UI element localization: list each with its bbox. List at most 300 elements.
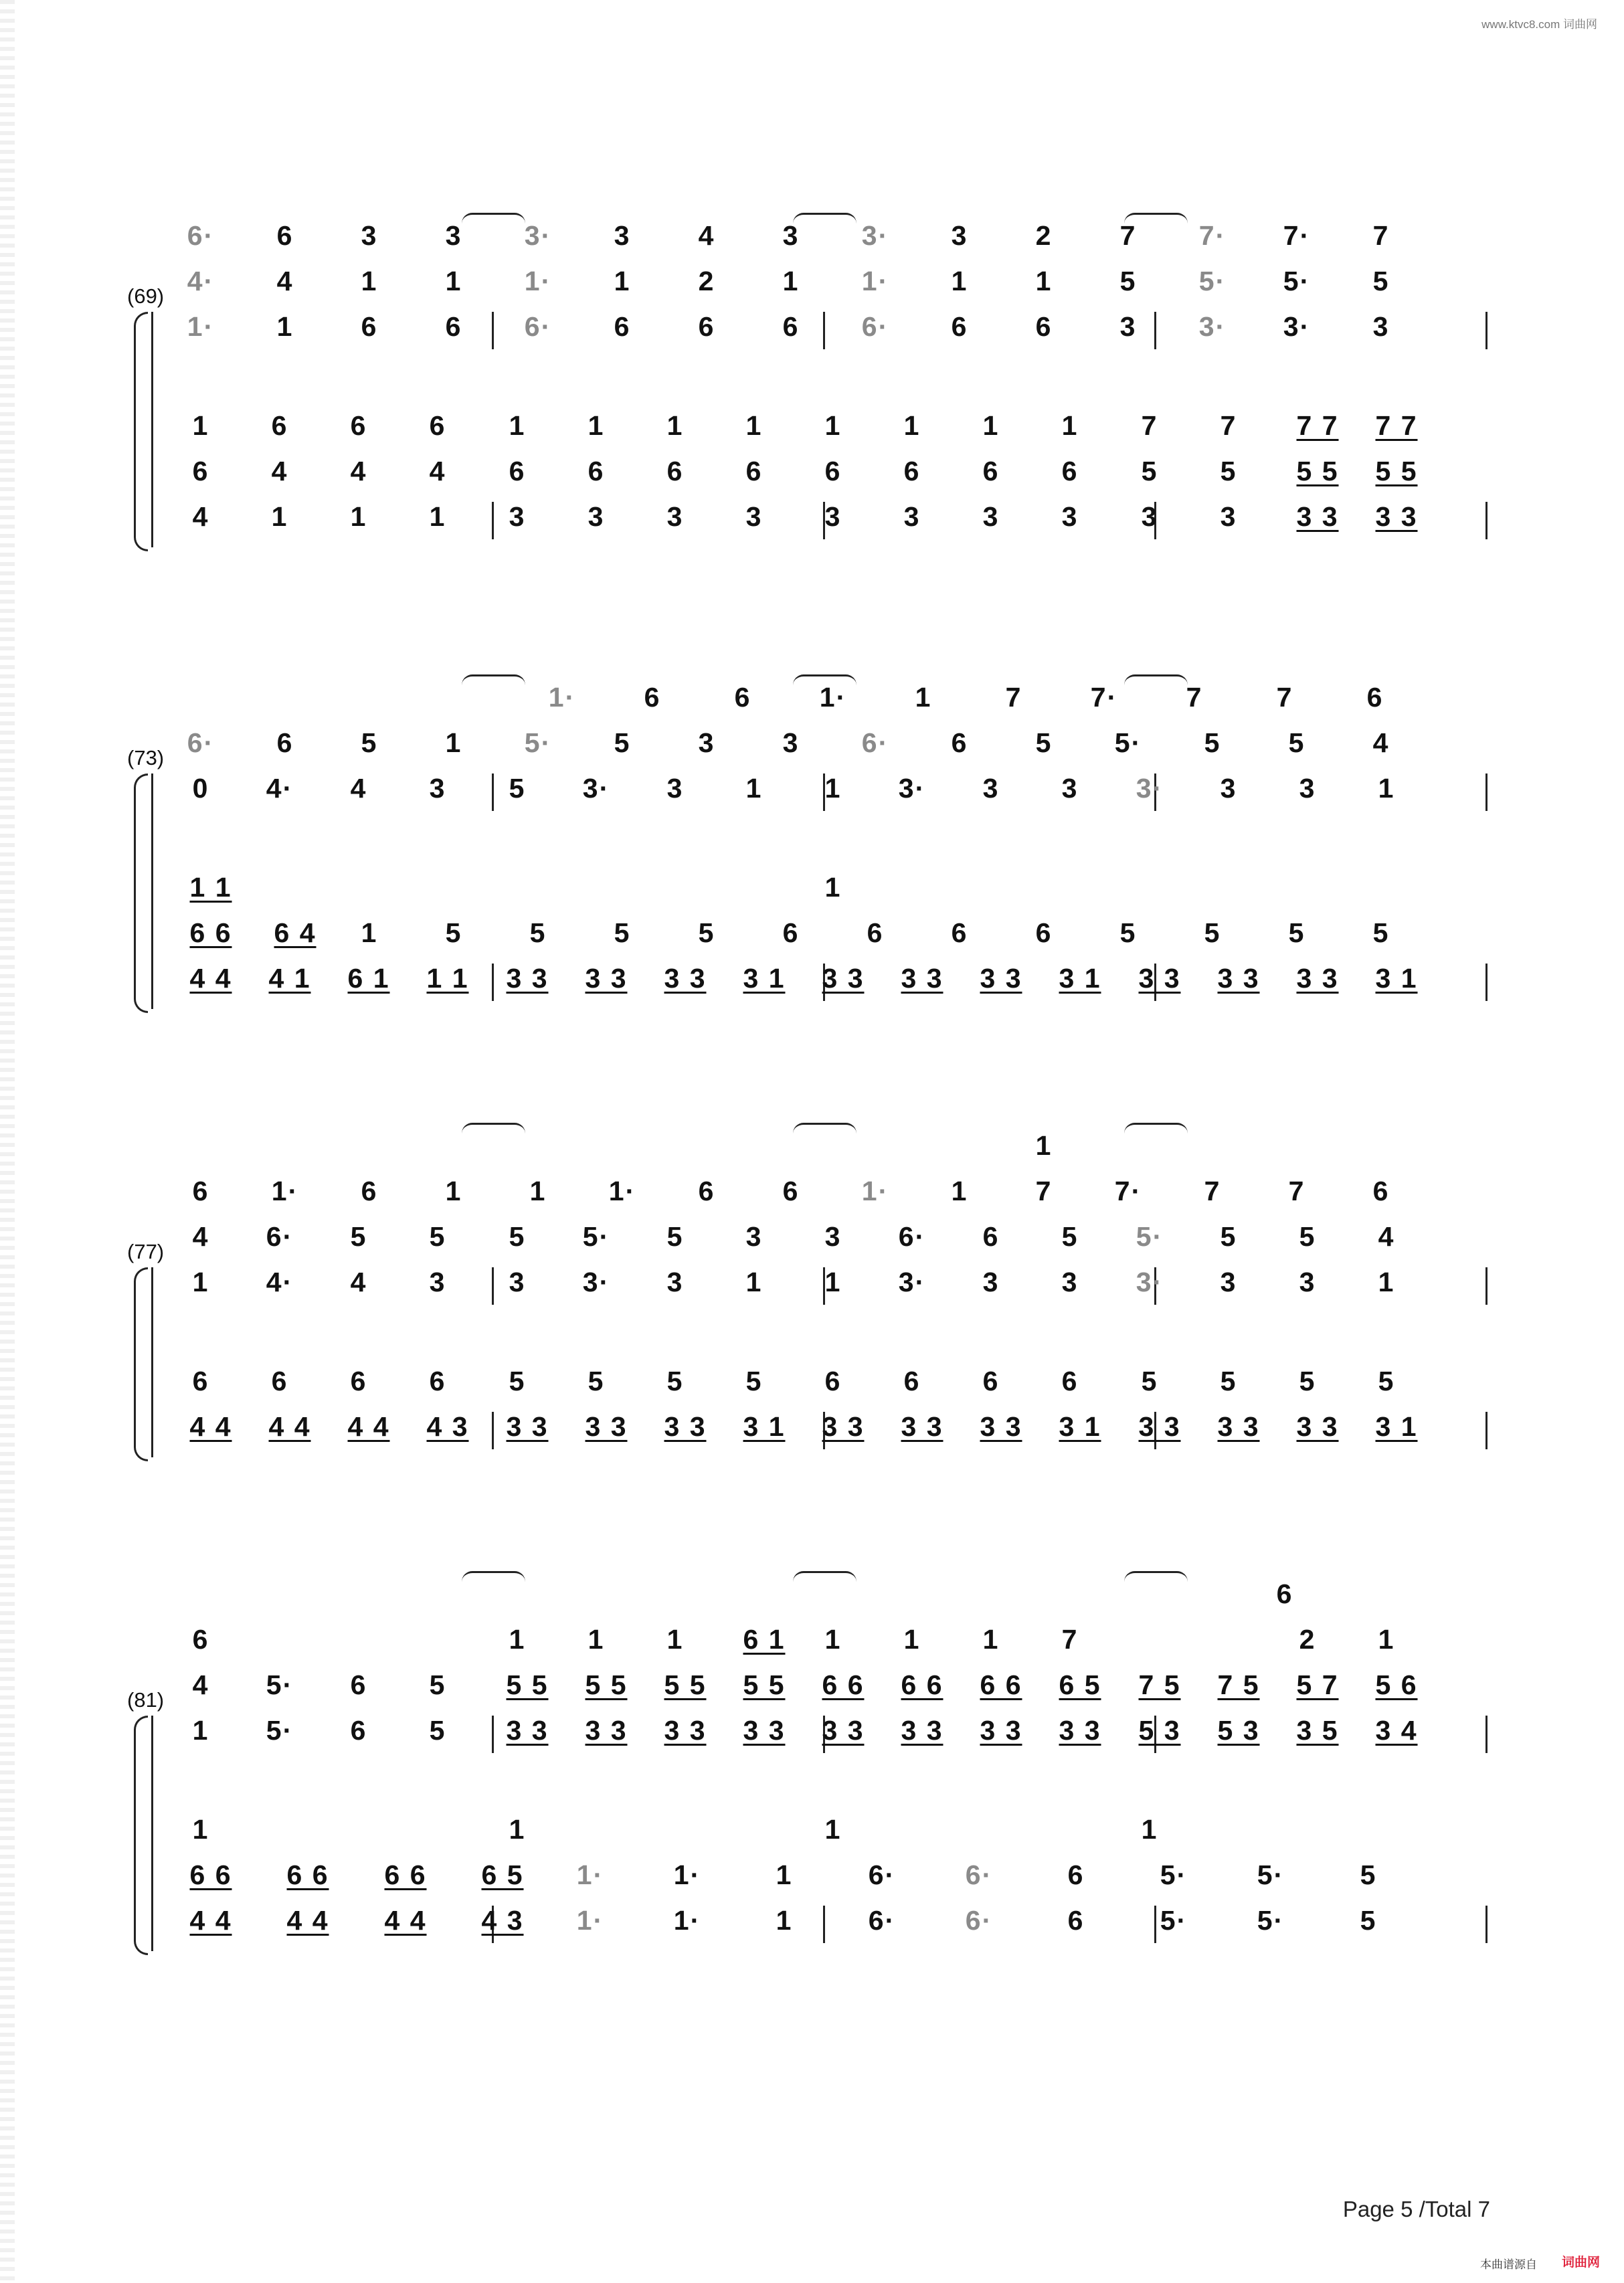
note: 1 xyxy=(588,1624,605,1655)
note: 7 xyxy=(1005,682,1022,713)
note: 1 xyxy=(192,1814,209,1845)
note: 3 1 xyxy=(1059,963,1101,994)
note: 1 xyxy=(614,266,631,296)
note: 7 xyxy=(1061,1624,1079,1655)
note: 2 xyxy=(1299,1624,1316,1655)
note: 1 xyxy=(982,410,1000,441)
note: 5· xyxy=(1160,1859,1188,1890)
note: 3 xyxy=(745,501,763,532)
note: 3· xyxy=(582,773,610,804)
note: 6 xyxy=(588,456,605,486)
note: 1 xyxy=(509,1624,526,1655)
note: 3 xyxy=(1141,501,1158,532)
note: 1· xyxy=(271,1176,299,1206)
note: 3 xyxy=(1061,501,1079,532)
note: 4 3 xyxy=(481,1905,524,1936)
note: 5 xyxy=(614,917,631,948)
note: 6 xyxy=(192,1176,209,1206)
note: 6· xyxy=(898,1221,926,1252)
note: 1 xyxy=(776,1859,793,1890)
note: 5 xyxy=(1035,727,1053,758)
note: 1 xyxy=(824,1814,842,1845)
measure-number: (73) xyxy=(127,746,165,770)
note: 1 xyxy=(361,917,378,948)
note: 1 xyxy=(350,501,367,532)
note: 7 xyxy=(1186,682,1203,713)
note: 1 1 xyxy=(189,872,232,903)
note: 6 xyxy=(782,311,800,342)
note: 6 xyxy=(734,682,751,713)
note: 3 3 xyxy=(822,963,865,994)
note: 4 1 xyxy=(268,963,311,994)
note: 3 xyxy=(509,501,526,532)
note: 6 xyxy=(1366,682,1384,713)
measure-number: (69) xyxy=(127,284,165,308)
note: 6· xyxy=(965,1905,993,1936)
note: 5 5 xyxy=(1296,456,1339,486)
note: 1 xyxy=(666,410,684,441)
note: 6· xyxy=(965,1859,993,1890)
upper-row xyxy=(0,1670,1624,1700)
note: 7· xyxy=(1198,220,1227,251)
note: 6 xyxy=(903,456,921,486)
note: 1 xyxy=(903,1624,921,1655)
note: 1 xyxy=(824,773,842,804)
note: 3 3 xyxy=(822,1411,865,1442)
site-url: www.ktvc8.com 词曲网 xyxy=(1481,18,1597,31)
upper-row xyxy=(0,1131,1624,1160)
note: 6 xyxy=(1061,1366,1079,1396)
note: 6· xyxy=(868,1905,896,1936)
note: 6 xyxy=(745,456,763,486)
note: 4 xyxy=(350,1267,367,1297)
note: 6· xyxy=(187,220,215,251)
note: 5· xyxy=(1114,727,1142,758)
note: 5 xyxy=(666,1366,684,1396)
note: 5 xyxy=(1119,266,1137,296)
note: 3 xyxy=(666,501,684,532)
note: 5 5 xyxy=(585,1669,628,1700)
note: 1 xyxy=(982,1624,1000,1655)
note: 6· xyxy=(266,1221,294,1252)
source-note: 本曲谱源自 xyxy=(1480,2258,1537,2271)
note: 4 4 xyxy=(268,1411,311,1442)
note: 5 3 xyxy=(1138,1715,1181,1746)
note: 6 xyxy=(951,727,968,758)
site-logo: 词曲网 xyxy=(1561,2256,1600,2270)
note: 5 xyxy=(1220,1221,1237,1252)
note: 6 xyxy=(509,456,526,486)
note: 5· xyxy=(582,1221,610,1252)
note: 5 xyxy=(614,727,631,758)
note: 5· xyxy=(1257,1859,1285,1890)
note: 6· xyxy=(524,311,552,342)
note: 4 xyxy=(1378,1221,1395,1252)
note: 3 xyxy=(824,1221,842,1252)
note: 3 xyxy=(745,1221,763,1252)
note: 6 xyxy=(666,456,684,486)
note: 4 4 xyxy=(286,1905,329,1936)
note: 5 xyxy=(1220,456,1237,486)
note: 5 xyxy=(666,1221,684,1252)
note: 1 xyxy=(745,1267,763,1297)
note: 3 3 xyxy=(506,1715,549,1746)
note: 3· xyxy=(1198,311,1227,342)
note: 5 xyxy=(1141,456,1158,486)
note: 5 xyxy=(745,1366,763,1396)
note: 0 xyxy=(192,773,209,804)
lower-row xyxy=(0,1366,1624,1396)
note: 2 xyxy=(1035,220,1053,251)
note: 5 xyxy=(698,917,715,948)
note: 3 3 xyxy=(901,1715,943,1746)
measure-number: (77) xyxy=(127,1240,165,1264)
note: 5 xyxy=(1204,727,1221,758)
note: 6 4 xyxy=(274,917,317,948)
note: 6 6 xyxy=(384,1859,427,1890)
note: 3 xyxy=(1220,1267,1237,1297)
note: 1 xyxy=(1141,1814,1158,1845)
note: 7 xyxy=(1220,410,1237,441)
note: 4 xyxy=(350,773,367,804)
note: 6 xyxy=(951,917,968,948)
note: 1 xyxy=(666,1624,684,1655)
note: 7 xyxy=(1204,1176,1221,1206)
note: 3 xyxy=(698,727,715,758)
note: 3 3 xyxy=(585,963,628,994)
note: 5· xyxy=(266,1715,294,1746)
note: 4 xyxy=(1372,727,1390,758)
note: 4 xyxy=(271,456,288,486)
note: 3 3 xyxy=(980,1411,1022,1442)
note: 6 6 xyxy=(980,1669,1022,1700)
note: 4 3 xyxy=(426,1411,469,1442)
note: 5 xyxy=(1288,727,1305,758)
note: 1 xyxy=(824,410,842,441)
note: 3 xyxy=(429,1267,446,1297)
note: 5 xyxy=(529,917,547,948)
note: 3· xyxy=(582,1267,610,1297)
note: 6 xyxy=(1061,456,1079,486)
note: 3 xyxy=(614,220,631,251)
note: 4 4 xyxy=(347,1411,390,1442)
page-number: Page 5 /Total 7 xyxy=(1342,2197,1490,2221)
note: 1 xyxy=(915,682,932,713)
note: 1 xyxy=(824,1624,842,1655)
note: 3 xyxy=(982,501,1000,532)
note: 1 xyxy=(745,410,763,441)
note: 3 3 xyxy=(980,963,1022,994)
note: 5 xyxy=(1372,917,1390,948)
note: 1· xyxy=(187,311,215,342)
note: 5 5 xyxy=(743,1669,786,1700)
note: 6 5 xyxy=(481,1859,524,1890)
note: 6 xyxy=(350,1715,367,1746)
note: 6· xyxy=(868,1859,896,1890)
note: 6 xyxy=(1067,1859,1085,1890)
note: 6 xyxy=(982,1366,1000,1396)
note: 3 3 xyxy=(664,1715,707,1746)
note: 3 xyxy=(509,1267,526,1297)
note: 6 xyxy=(782,917,800,948)
note: 4· xyxy=(266,1267,294,1297)
upper-row xyxy=(0,728,1624,757)
note: 6 xyxy=(271,410,288,441)
note: 3 5 xyxy=(1296,1715,1339,1746)
note: 4 4 xyxy=(384,1905,427,1936)
note: 3 xyxy=(1299,773,1316,804)
note: 5· xyxy=(266,1669,294,1700)
note: 3 3 xyxy=(1138,1411,1181,1442)
note: 6 xyxy=(271,1366,288,1396)
note: 3 xyxy=(666,1267,684,1297)
note: 6 xyxy=(276,220,294,251)
lower-row xyxy=(0,1815,1624,1844)
note: 3 xyxy=(588,501,605,532)
note: 6 xyxy=(982,456,1000,486)
note: 3· xyxy=(1136,773,1164,804)
note: 3· xyxy=(1283,311,1311,342)
upper-row xyxy=(0,312,1624,341)
note: 6 xyxy=(951,311,968,342)
note: 5· xyxy=(1160,1905,1188,1936)
note: 5 xyxy=(1119,917,1137,948)
note: 5 xyxy=(1360,1905,1377,1936)
note: 1 xyxy=(824,1267,842,1297)
note: 6 xyxy=(1035,311,1053,342)
note: 5 xyxy=(1299,1221,1316,1252)
note: 3 3 xyxy=(980,1715,1022,1746)
note: 3 xyxy=(1061,1267,1079,1297)
note: 6 xyxy=(429,410,446,441)
note: 3 xyxy=(982,1267,1000,1297)
note: 3 3 xyxy=(1296,963,1339,994)
note: 5· xyxy=(1136,1221,1164,1252)
note: 6 6 xyxy=(189,917,232,948)
note: 6 xyxy=(903,1366,921,1396)
note: 5 xyxy=(429,1221,446,1252)
note: 3 xyxy=(782,220,800,251)
note: 3· xyxy=(898,1267,926,1297)
note: 1· xyxy=(576,1859,604,1890)
note: 1· xyxy=(524,266,552,296)
note: 1 xyxy=(903,410,921,441)
note: 4 xyxy=(192,1221,209,1252)
note: 5 7 xyxy=(1296,1669,1339,1700)
note: 3 xyxy=(782,727,800,758)
note: 5 xyxy=(1299,1366,1316,1396)
note: 1· xyxy=(861,1176,889,1206)
note: 3 xyxy=(824,501,842,532)
note: 3 3 xyxy=(901,963,943,994)
note: 1 xyxy=(445,727,462,758)
note: 7 5 xyxy=(1217,1669,1260,1700)
note: 6 xyxy=(614,311,631,342)
note: 1· xyxy=(576,1905,604,1936)
note: 1 xyxy=(1035,1130,1053,1161)
note: 6 xyxy=(429,1366,446,1396)
note: 7 5 xyxy=(1138,1669,1181,1700)
note: 6 xyxy=(698,1176,715,1206)
note: 3· xyxy=(1136,1267,1164,1297)
note: 5 xyxy=(1360,1859,1377,1890)
note: 1· xyxy=(608,1176,636,1206)
note: 5 xyxy=(350,1221,367,1252)
note: 1 xyxy=(509,410,526,441)
note: 3 3 xyxy=(1296,1411,1339,1442)
note: 5 xyxy=(429,1715,446,1746)
lower-row xyxy=(0,918,1624,947)
note: 3 3 xyxy=(1296,501,1339,532)
note: 3 3 xyxy=(1217,1411,1260,1442)
lower-row xyxy=(0,964,1624,993)
note: 6 xyxy=(192,1366,209,1396)
note: 3 3 xyxy=(1217,963,1260,994)
note: 5 xyxy=(1141,1366,1158,1396)
note: 3 xyxy=(1119,311,1137,342)
upper-row xyxy=(0,1267,1624,1297)
note: 3 xyxy=(1220,501,1237,532)
note: 4 xyxy=(698,220,715,251)
note: 5 xyxy=(1372,266,1390,296)
note: 3 1 xyxy=(743,963,786,994)
note: 7 xyxy=(1119,220,1137,251)
note: 2 xyxy=(698,266,715,296)
note: 6 xyxy=(867,917,884,948)
note: 1 xyxy=(951,266,968,296)
note: 6 6 xyxy=(286,1859,329,1890)
note: 6 xyxy=(782,1176,800,1206)
note: 6 5 xyxy=(1059,1669,1101,1700)
note: 5 xyxy=(445,917,462,948)
note: 3· xyxy=(524,220,552,251)
note: 5· xyxy=(524,727,552,758)
note: 1 xyxy=(192,410,209,441)
note: 6 xyxy=(644,682,661,713)
note: 1· xyxy=(548,682,576,713)
note: 6 xyxy=(350,1669,367,1700)
note: 3 xyxy=(361,220,378,251)
upper-row xyxy=(0,1579,1624,1609)
note: 5 xyxy=(361,727,378,758)
lower-row xyxy=(0,411,1624,440)
note: 3 xyxy=(982,773,1000,804)
note: 1 xyxy=(445,1176,462,1206)
note: 5 5 xyxy=(506,1669,549,1700)
upper-row xyxy=(0,1716,1624,1745)
note: 3 xyxy=(1372,311,1390,342)
note: 5 xyxy=(1204,917,1221,948)
note: 6 xyxy=(445,311,462,342)
upper-row xyxy=(0,773,1624,803)
note: 5 xyxy=(1061,1221,1079,1252)
note: 4 xyxy=(350,456,367,486)
note: 6 xyxy=(276,727,294,758)
note: 7 xyxy=(1141,410,1158,441)
note: 1 xyxy=(588,410,605,441)
note: 1 xyxy=(429,501,446,532)
note: 1 xyxy=(1378,1624,1395,1655)
note: 5 5 xyxy=(1375,456,1418,486)
upper-row xyxy=(0,1625,1624,1654)
lower-row xyxy=(0,456,1624,486)
note: 5 xyxy=(509,1221,526,1252)
note: 5· xyxy=(1198,266,1227,296)
note: 1 xyxy=(192,1715,209,1746)
note: 3 xyxy=(666,773,684,804)
note: 4 4 xyxy=(189,963,232,994)
note: 3 4 xyxy=(1375,1715,1418,1746)
note: 1 xyxy=(445,266,462,296)
note: 3 xyxy=(1299,1267,1316,1297)
note: 7 7 xyxy=(1375,410,1418,441)
note: 6· xyxy=(187,727,215,758)
note: 6 xyxy=(192,456,209,486)
note: 4· xyxy=(187,266,215,296)
note: 1 xyxy=(1035,266,1053,296)
note: 3 3 xyxy=(1375,501,1418,532)
note: 1 xyxy=(1378,773,1395,804)
note: 7 7 xyxy=(1296,410,1339,441)
lower-row xyxy=(0,1860,1624,1890)
note: 4 4 xyxy=(189,1905,232,1936)
note: 5 6 xyxy=(1375,1669,1418,1700)
note: 6 xyxy=(1067,1905,1085,1936)
note: 1 xyxy=(824,872,842,903)
note: 3 xyxy=(903,501,921,532)
note: 3 1 xyxy=(1375,1411,1418,1442)
note: 5 xyxy=(509,773,526,804)
note: 3 xyxy=(445,220,462,251)
note: 6 xyxy=(1276,1578,1293,1609)
note: 3 1 xyxy=(1059,1411,1101,1442)
note: 1 xyxy=(529,1176,547,1206)
note: 4 xyxy=(192,1669,209,1700)
upper-row xyxy=(0,266,1624,296)
note: 1· xyxy=(673,1859,701,1890)
note: 6 xyxy=(1035,917,1053,948)
note: 5 xyxy=(1378,1366,1395,1396)
note: 6 xyxy=(1372,1176,1390,1206)
note: 7 xyxy=(1276,682,1293,713)
note: 6 xyxy=(698,311,715,342)
note: 3 xyxy=(1220,773,1237,804)
note: 7 xyxy=(1372,220,1390,251)
note: 4· xyxy=(266,773,294,804)
note: 7· xyxy=(1114,1176,1142,1206)
note: 1· xyxy=(819,682,847,713)
note: 6 xyxy=(350,410,367,441)
note: 6 xyxy=(982,1221,1000,1252)
upper-row xyxy=(0,1176,1624,1206)
note: 1 xyxy=(1061,410,1079,441)
note: 1 1 xyxy=(426,963,469,994)
note: 5 xyxy=(588,1366,605,1396)
note: 3 xyxy=(1061,773,1079,804)
note: 1 xyxy=(951,1176,968,1206)
note: 1 xyxy=(271,501,288,532)
note: 6 6 xyxy=(901,1669,943,1700)
note: 6 xyxy=(350,1366,367,1396)
note: 5 xyxy=(429,1669,446,1700)
note: 3 3 xyxy=(1138,963,1181,994)
note: 5· xyxy=(1283,266,1311,296)
note: 5 xyxy=(509,1366,526,1396)
note: 7 xyxy=(1035,1176,1053,1206)
note: 5· xyxy=(1257,1905,1285,1936)
note: 1 xyxy=(782,266,800,296)
note: 3 1 xyxy=(1375,963,1418,994)
